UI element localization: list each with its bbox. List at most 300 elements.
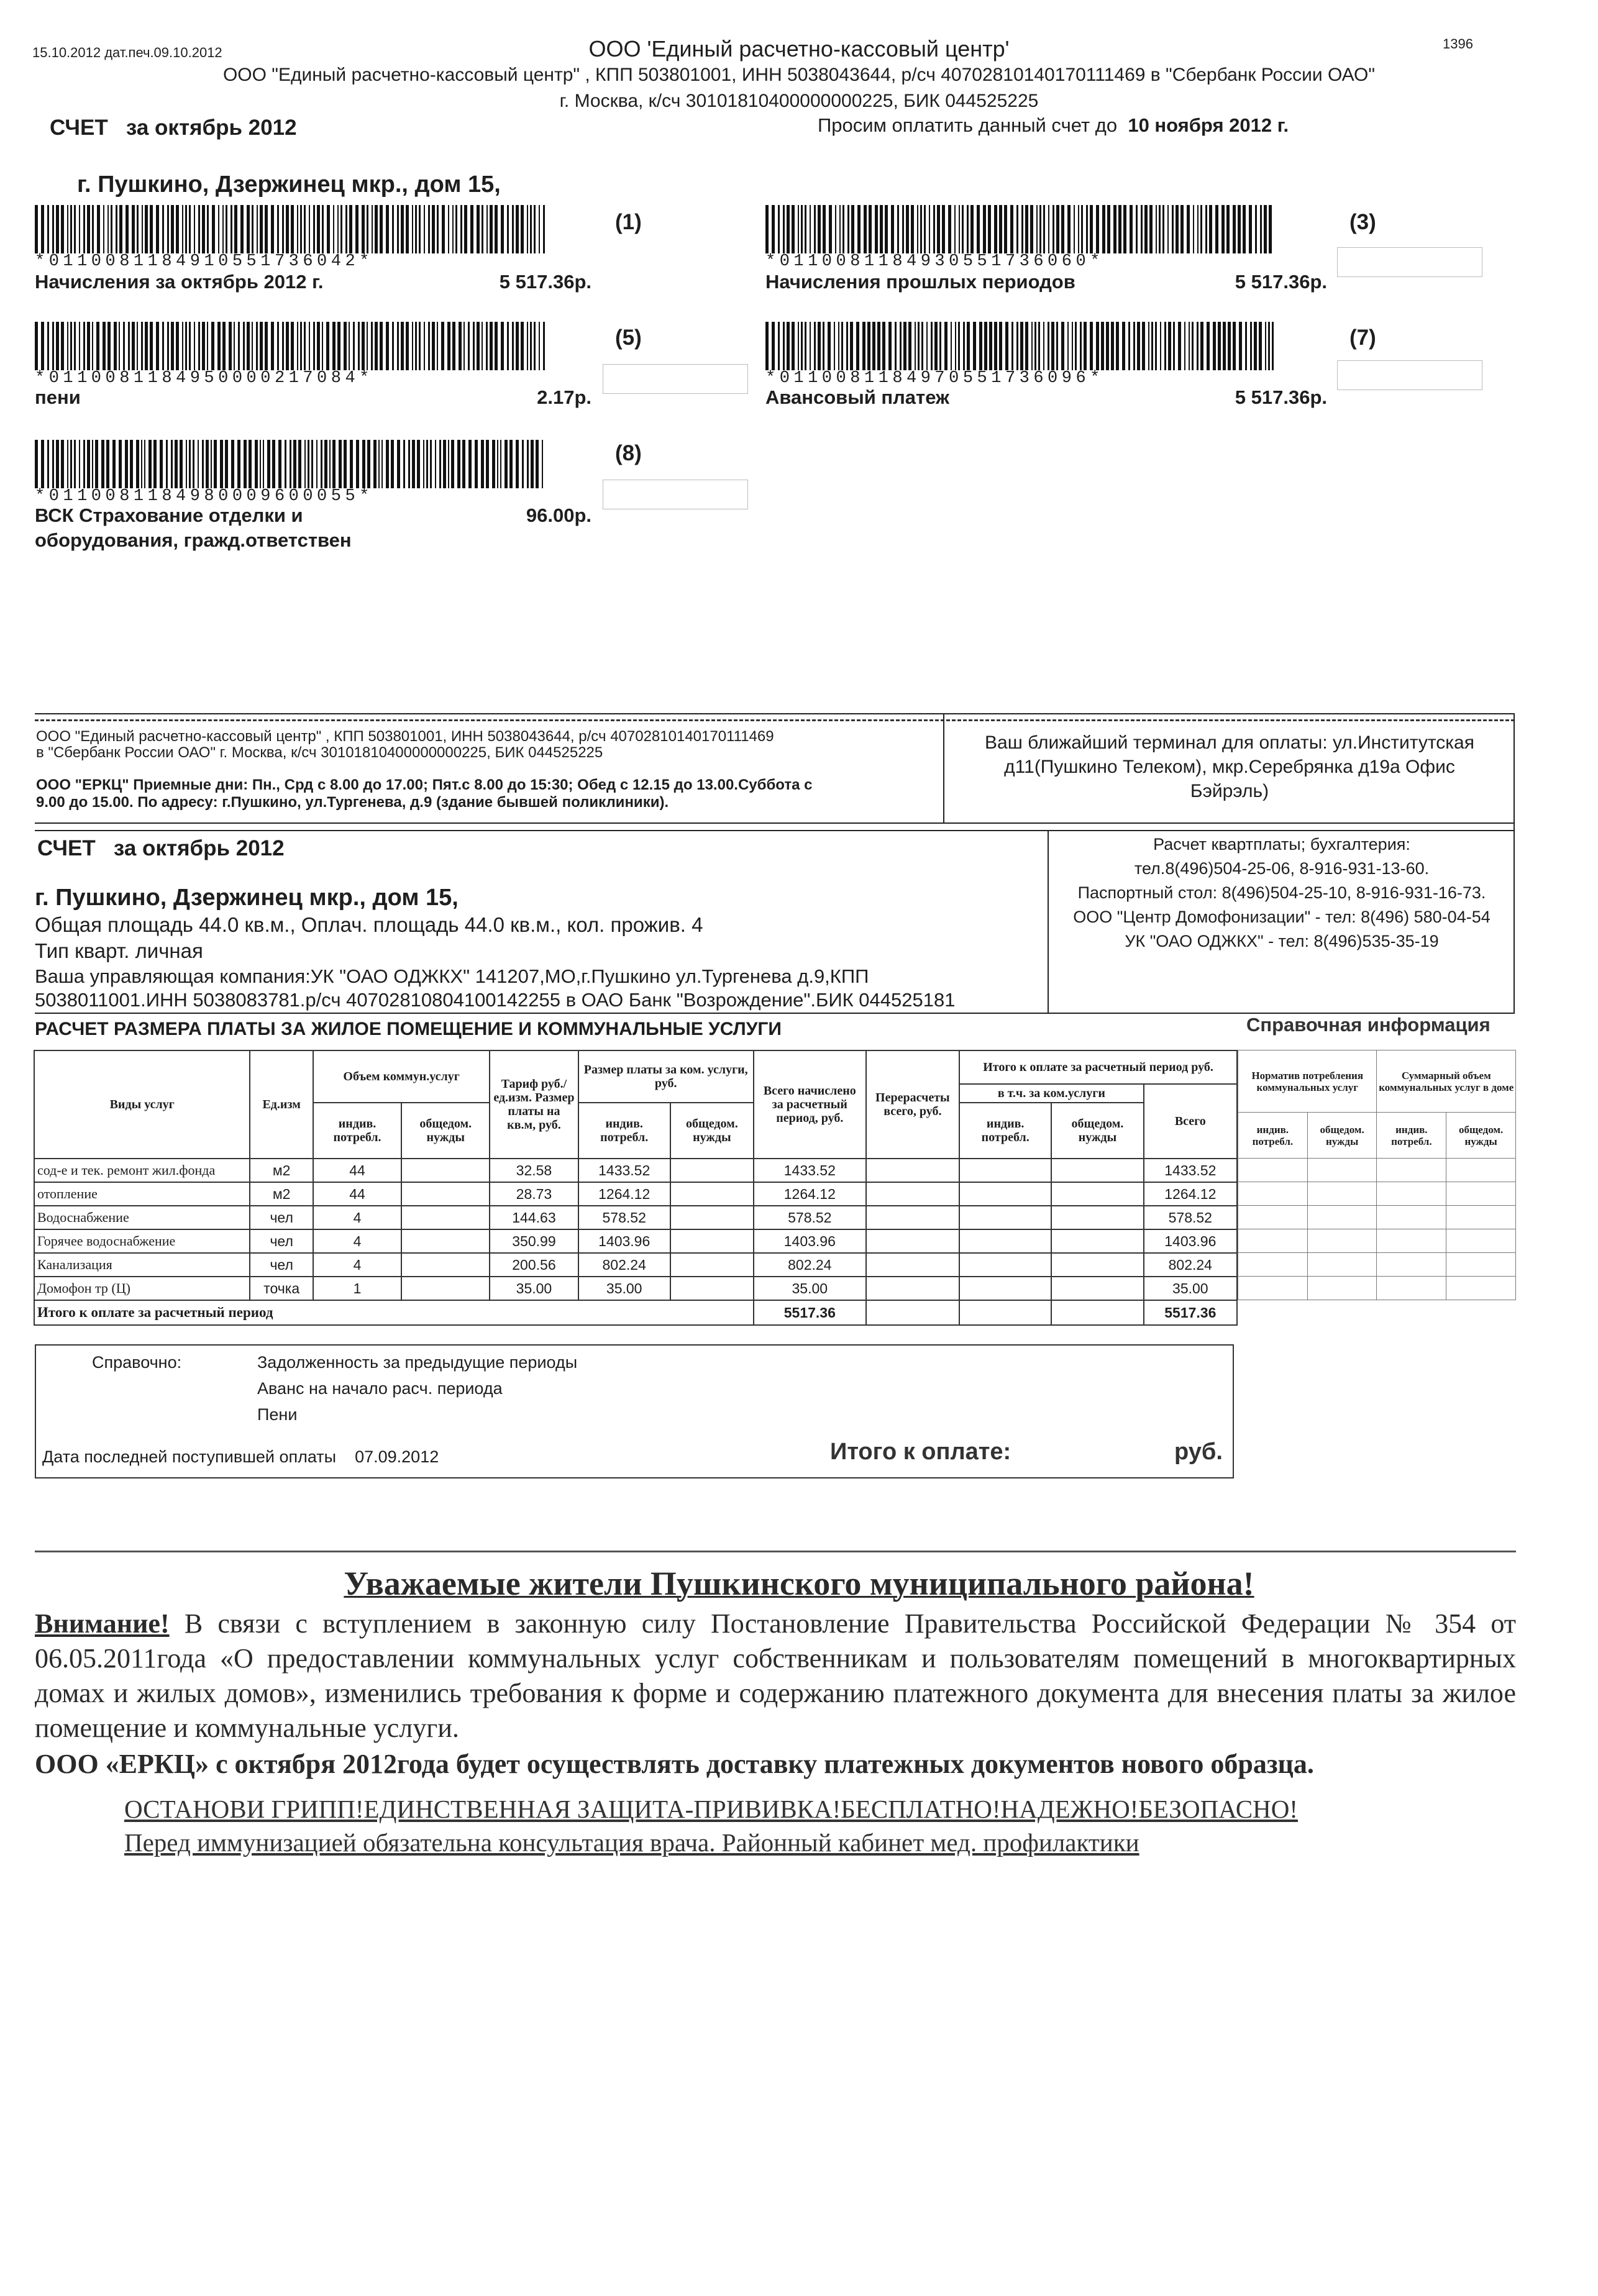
barcode-bar <box>958 322 960 370</box>
barcode-bar <box>1172 205 1174 253</box>
barcode-bar <box>145 322 148 370</box>
barcode-bar <box>507 205 509 253</box>
barcode-bar <box>862 322 865 370</box>
barcode-bar <box>156 205 159 253</box>
barcode-bar <box>392 322 394 370</box>
barcode-bar <box>130 440 133 488</box>
barcode-bar <box>137 205 139 253</box>
barcode-label-1: Начисления за октябрь 2012 г. <box>35 271 324 293</box>
barcode-bar <box>902 205 904 253</box>
barcode-1 <box>35 205 547 253</box>
barcode-bar <box>367 205 368 253</box>
barcode-bar <box>933 205 935 253</box>
barcode-bar <box>805 205 806 253</box>
barcode-bar <box>1197 205 1198 253</box>
barcode-bar <box>1043 205 1045 253</box>
barcode-bar <box>263 440 264 488</box>
barcode-bar <box>1184 322 1185 370</box>
barcode-bar <box>272 440 275 488</box>
barcode-bar <box>96 322 99 370</box>
barcode-bar <box>415 205 417 253</box>
barcode-bar <box>220 440 223 488</box>
table-title: РАСЧЕТ РАЗМЕРА ПЛАТЫ ЗА ЖИЛОЕ ПОМЕЩЕНИЕ И КОММУНАЛЬНЫЕ УСЛУГИ <box>35 1019 782 1039</box>
announcement-body <box>35 1606 1516 1746</box>
barcode-bar <box>74 440 76 488</box>
barcode-digits-3: *0110081184930551736060* <box>765 252 1104 271</box>
barcode-bar <box>999 322 1002 370</box>
barcode-bar <box>185 205 187 253</box>
barcode-bar <box>327 205 330 253</box>
barcode-bar <box>298 440 301 488</box>
barcode-label-8: ВСК Страхование отделки и <box>35 504 303 526</box>
total-to-pay-currency: руб. <box>1174 1439 1223 1465</box>
barcode-digits-5: *0110081184950000217084* <box>35 369 373 388</box>
barcode-bar <box>412 440 415 488</box>
barcode-bar <box>810 205 811 253</box>
barcode-bar <box>144 440 145 488</box>
barcode-bar <box>231 205 232 253</box>
barcode-bar <box>1034 322 1036 370</box>
barcode-bar <box>1090 322 1093 370</box>
barcode-bar <box>35 205 38 253</box>
barcode-bar <box>448 440 449 488</box>
announcement-title: Уважаемые жители Пушкинского муниципального района! <box>344 1565 1254 1602</box>
barcode-bar <box>231 440 234 488</box>
barcode-bar <box>1189 322 1190 370</box>
barcode-bar <box>430 440 432 488</box>
barcode-bar <box>189 205 191 253</box>
barcode-bar <box>356 440 359 488</box>
barcode-bar <box>79 205 80 253</box>
barcode-bar <box>304 205 306 253</box>
barcode-bar <box>74 205 76 253</box>
barcode-bar <box>375 205 378 253</box>
barcode-bar <box>79 440 80 488</box>
barcode-bar <box>290 440 291 488</box>
barcode-bar <box>316 440 317 488</box>
barcode-bar <box>539 322 540 370</box>
barcode-bar <box>282 205 284 253</box>
th-all: Всего <box>1144 1084 1237 1159</box>
barcode-bar <box>141 322 143 370</box>
barcode-bar <box>355 205 358 253</box>
barcode-bar <box>442 205 445 253</box>
barcode-bar <box>47 440 49 488</box>
barcode-bar <box>1178 322 1181 370</box>
barcode-bar <box>373 440 377 488</box>
barcode-bar <box>1193 205 1194 253</box>
barcode-bar <box>247 205 250 253</box>
barcode-bar <box>495 205 498 253</box>
barcode-bar <box>126 205 129 253</box>
barcode-bar <box>249 440 252 488</box>
barcode-bar <box>801 205 803 253</box>
account-invoice: СЧЕТ за октябрь 2012 <box>37 836 285 860</box>
barcode-box-5 <box>603 364 748 394</box>
barcode-bar <box>252 322 253 370</box>
barcode-bar <box>61 205 64 253</box>
barcode-bar <box>475 440 478 488</box>
barcode-bar <box>437 205 439 253</box>
barcode-bar <box>1218 322 1221 370</box>
barcode-bar <box>260 322 263 370</box>
barcode-bar <box>482 322 483 370</box>
barcode-bar <box>973 322 976 370</box>
barcode-bar <box>1090 205 1093 253</box>
barcode-bar <box>1043 322 1044 370</box>
barcode-bar <box>984 322 987 370</box>
barcode-bar <box>1180 205 1184 253</box>
barcode-bar <box>217 322 221 370</box>
table-row: Водоснабжение чел 4 144.63 578.52 578.52 578.52 <box>34 1206 1237 1229</box>
table-row: отопление м2 44 28.73 1264.12 1264.12 1264.12 <box>34 1182 1237 1206</box>
notice-requisites-1: ООО "Единый расчетно-кассовый центр" , КПП 503801001, ИНН 5038043644, р/сч 40702810140170111469 <box>36 728 774 745</box>
barcode-bar <box>439 440 441 488</box>
barcode-bar <box>52 205 54 253</box>
barcode-bar <box>408 440 410 488</box>
barcode-bar <box>443 440 446 488</box>
barcode-bar <box>962 205 964 253</box>
attention-label: Внимание! <box>35 1608 170 1639</box>
barcode-bar <box>542 440 543 488</box>
barcode-bar <box>317 205 320 253</box>
barcode-bar <box>337 322 340 370</box>
barcode-bar <box>885 205 888 253</box>
barcode-bar <box>516 205 519 253</box>
announcement-bold-line: ООО «ЕРКЦ» с октября 2012года будет осуществлять доставку платежных документов нового образца. <box>35 1749 1314 1779</box>
barcode-bar <box>1101 322 1104 370</box>
barcode-bar <box>386 205 389 253</box>
barcode-bar <box>920 205 922 253</box>
ref-penalty: Пени <box>257 1405 298 1424</box>
announcement-separator <box>35 1551 1516 1552</box>
barcode-bar <box>1096 205 1099 253</box>
barcode-bar <box>432 205 435 253</box>
barcode-bar <box>293 440 296 488</box>
barcode-bar <box>324 440 327 488</box>
barcode-bar <box>1265 322 1266 370</box>
company-title: ООО 'Единый расчетно-кассовый центр' <box>588 36 1010 62</box>
barcode-bar <box>1052 205 1054 253</box>
th-volume: Объем коммун.услуг <box>313 1050 490 1103</box>
barcode-bar <box>543 205 545 253</box>
barcode-label-3: Начисления прошлых периодов <box>765 271 1075 293</box>
barcode-bar <box>304 440 306 488</box>
barcode-bar <box>162 322 164 370</box>
address-header: г. Пушкино, Дзержинец мкр., дом 15, <box>77 171 501 198</box>
barcode-bar <box>267 440 270 488</box>
barcode-bar <box>141 440 142 488</box>
barcode-bar <box>41 440 44 488</box>
barcode-bar <box>198 205 200 253</box>
barcode-7 <box>765 322 1277 370</box>
barcode-bar <box>412 205 413 253</box>
barcode-bar <box>47 322 49 370</box>
barcode-bar <box>286 205 289 253</box>
barcode-bar <box>103 322 106 370</box>
barcode-bar <box>527 440 529 488</box>
barcode-bar <box>202 205 205 253</box>
barcode-bar <box>349 205 352 253</box>
th-total-charged: Всего начислено за расчетный период, руб. <box>754 1050 866 1159</box>
barcode-bar <box>516 440 519 488</box>
barcode-bar <box>202 322 205 370</box>
barcode-bar <box>839 205 841 253</box>
barcode-bar <box>1116 322 1119 370</box>
barcode-bar <box>1036 205 1038 253</box>
barcode-bar <box>447 322 450 370</box>
barcode-bar <box>539 205 540 253</box>
barcode-bar <box>477 205 480 253</box>
barcode-bar <box>527 322 528 370</box>
account-address: г. Пушкино, Дзержинец мкр., дом 15, <box>35 885 459 911</box>
barcode-bar <box>829 205 832 253</box>
barcode-bar <box>70 205 72 253</box>
barcode-bar <box>1072 322 1073 370</box>
barcode-bar <box>415 322 417 370</box>
barcode-bar <box>67 205 68 253</box>
barcode-amount-8: 96.00р. <box>526 504 591 526</box>
barcode-bar <box>237 440 240 488</box>
barcode-bar <box>823 205 826 253</box>
notice-bottom-border <box>35 822 1515 824</box>
barcode-bar <box>309 322 310 370</box>
barcode-bar <box>52 322 54 370</box>
requisites-line1: ООО "Единый расчетно-кассовый центр" , КПП 503801001, ИНН 5038043644, р/сч 40702810140170111469 в "Сбербанк России ОАО" <box>222 65 1376 85</box>
barcode-bar <box>1020 322 1023 370</box>
barcode-bar <box>473 322 475 370</box>
barcode-bar <box>1254 322 1257 370</box>
table-row: Канализация чел 4 200.56 802.24 802.24 802.24 <box>34 1253 1237 1277</box>
barcode-bar <box>136 440 139 488</box>
notice-office-1: ООО "ЕРКЦ" Приемные дни: Пн., Срд с 8.00 до 17.00; Пят.с 8.00 до 15:30; Обед с 12.15 до 13.00.Суббота с <box>36 777 813 793</box>
barcode-bar <box>350 440 353 488</box>
barcode-bar <box>1233 322 1236 370</box>
barcode-bar <box>1136 205 1138 253</box>
barcode-bar <box>160 440 163 488</box>
barcode-bar <box>424 322 425 370</box>
barcode-bar <box>497 440 498 488</box>
barcode-bar <box>1048 322 1049 370</box>
barcode-bar <box>1074 205 1075 253</box>
barcode-bar <box>875 205 878 253</box>
barcode-bar <box>291 322 294 370</box>
barcode-bar <box>211 322 214 370</box>
barcode-bar <box>397 322 399 370</box>
barcode-bar <box>1269 205 1272 253</box>
barcode-bar <box>931 322 933 370</box>
barcode-bar <box>87 440 90 488</box>
barcode-bar <box>41 205 44 253</box>
barcode-bar <box>486 205 488 253</box>
th-recalc: Перерасчеты всего, руб. <box>866 1050 959 1159</box>
barcode-bar <box>167 205 169 253</box>
barcode-bar <box>211 440 212 488</box>
barcode-bar <box>818 322 821 370</box>
barcode-bar <box>311 440 313 488</box>
invoice-label: СЧЕТ за октябрь 2012 <box>50 116 297 140</box>
th-unit: Ед.изм <box>250 1050 313 1159</box>
barcode-bar <box>417 440 420 488</box>
barcode-bar <box>765 205 769 253</box>
account-company-2: 5038011001.ИНН 5038083781.р/сч 40702810804100142255 в ОАО Банк "Возрождение".БИК 044525181 <box>35 989 956 1011</box>
barcode-bar <box>1162 205 1164 253</box>
total-to-pay-label: Итого к оплате: <box>830 1439 1011 1465</box>
barcode-bar <box>375 322 378 370</box>
barcode-bar <box>835 205 836 253</box>
barcode-bar <box>137 322 138 370</box>
barcode-bar <box>171 322 174 370</box>
barcode-bar <box>70 322 72 370</box>
barcode-bar <box>1096 322 1099 370</box>
barcode-bar <box>1164 322 1166 370</box>
barcode-bar <box>1167 205 1169 253</box>
barcode-bar <box>378 440 380 488</box>
barcode-number-3: (3) <box>1349 210 1376 234</box>
barcode-bar <box>333 205 334 253</box>
barcode-bar <box>317 322 320 370</box>
reference-title: Справочная информация <box>1246 1014 1491 1036</box>
barcode-bar <box>1168 322 1171 370</box>
barcode-bar <box>954 205 956 253</box>
barcode-number-1: (1) <box>615 210 642 234</box>
barcode-bar <box>432 322 435 370</box>
barcode-bar <box>877 322 880 370</box>
barcode-bar <box>772 205 775 253</box>
barcode-bar <box>87 205 90 253</box>
barcode-bar <box>1187 205 1190 253</box>
barcode-bar <box>255 440 258 488</box>
barcode-bar <box>530 322 532 370</box>
barcode-bar <box>522 440 524 488</box>
barcode-bar <box>256 322 258 370</box>
barcode-bar <box>83 440 85 488</box>
barcode-bar <box>1226 205 1230 253</box>
barcode-bar <box>74 322 76 370</box>
th-incl-comm: в т.ч. за ком.услуги <box>959 1084 1144 1103</box>
barcode-bar <box>867 322 870 370</box>
notice-requisites-2: в "Сбербанк России ОАО" г. Москва, к/сч 30101810400000000225, БИК 044525225 <box>36 744 603 761</box>
barcode-bar <box>286 322 289 370</box>
barcode-bar <box>1067 205 1071 253</box>
barcode-bar <box>291 205 294 253</box>
barcode-bar <box>1156 205 1157 253</box>
barcode-bar <box>1151 322 1153 370</box>
table-row: сод-е и тек. ремонт жил.фонда м2 44 32.58 1433.52 1433.52 1433.52 <box>34 1159 1237 1182</box>
barcode-bar <box>1192 322 1194 370</box>
barcode-bar <box>175 440 178 488</box>
barcode-bar <box>462 440 465 488</box>
barcode-bar <box>297 322 298 370</box>
barcode-bar <box>300 322 302 370</box>
th-pay2-ind: индив. потребл. <box>959 1103 1051 1159</box>
barcode-bar <box>271 322 274 370</box>
barcode-bar <box>1272 322 1274 370</box>
barcode-bar <box>1221 205 1225 253</box>
barcode-bar <box>1056 322 1058 370</box>
barcode-bar <box>194 205 195 253</box>
barcode-bar <box>70 440 72 488</box>
barcode-bar <box>1245 322 1247 370</box>
barcode-bar <box>1200 322 1203 370</box>
barcode-bar <box>92 440 93 488</box>
barcode-bar <box>1010 205 1013 253</box>
barcode-bar <box>435 440 436 488</box>
barcode-bar <box>193 440 194 488</box>
barcode-8 <box>35 440 547 488</box>
barcode-bar <box>142 205 143 253</box>
barcode-bar <box>917 205 918 253</box>
barcode-bar <box>167 322 169 370</box>
barcode-bar <box>838 322 839 370</box>
barcode-digits-7: *0110081184970551736096* <box>765 369 1104 388</box>
barcode-bar <box>1264 205 1267 253</box>
barcode-bar <box>1061 322 1064 370</box>
barcode-bar <box>531 440 534 488</box>
barcode-bar <box>367 440 370 488</box>
barcode-bar <box>277 322 279 370</box>
barcode-bar <box>948 205 951 253</box>
barcode-bar <box>153 440 157 488</box>
th-vol-common: общедом. нужды <box>401 1103 490 1159</box>
barcode-bar <box>52 440 54 488</box>
barcode-bar <box>942 205 945 253</box>
barcode-bar <box>198 322 200 370</box>
barcode-bar <box>1249 205 1252 253</box>
barcode-bar <box>921 322 923 370</box>
th-pay-size: Размер платы за ком. услуги, руб. <box>578 1050 754 1103</box>
barcode-bar <box>801 322 803 370</box>
barcode-bar <box>297 205 298 253</box>
barcode-bar <box>238 322 240 370</box>
barcode-bar <box>1061 205 1064 253</box>
barcode-bar <box>260 205 263 253</box>
barcode-bar <box>505 440 508 488</box>
barcode-bar <box>900 322 902 370</box>
barcode-bar <box>225 440 228 488</box>
barcode-bar <box>1238 205 1241 253</box>
barcode-bar <box>939 322 941 370</box>
barcode-bar <box>391 440 394 488</box>
cut-line <box>35 719 1515 721</box>
barcode-bar <box>83 205 85 253</box>
account-company-1: Ваша управляющая компания:УК "ОАО ОДЖКХ" 141207,МО,г.Пушкино ул.Тургенева д.9,КПП <box>35 965 869 987</box>
table-row: Горячее водоснабжение чел 4 350.99 1403.96 1403.96 1403.96 <box>34 1229 1237 1253</box>
barcode-bar <box>189 440 191 488</box>
barcode-bar <box>426 440 428 488</box>
barcode-bar <box>850 322 853 370</box>
barcode-bar <box>329 440 331 488</box>
barcode-bar <box>1160 322 1161 370</box>
barcode-bar <box>1128 322 1130 370</box>
barcode-bar <box>339 440 342 488</box>
barcode-bar <box>218 205 219 253</box>
barcode-bar <box>872 322 875 370</box>
barcode-bar <box>994 205 997 253</box>
account-apt-type: Тип кварт. личная <box>35 939 203 962</box>
barcode-bar <box>300 205 302 253</box>
barcode-bar <box>35 440 38 488</box>
barcode-bar <box>818 205 821 253</box>
barcode-bar <box>322 205 324 253</box>
barcode-bar <box>1025 205 1028 253</box>
barcode-bar <box>1176 205 1179 253</box>
barcode-bar <box>490 205 493 253</box>
barcode-bar <box>214 440 217 488</box>
barcode-bar <box>460 205 462 253</box>
barcode-bar <box>386 440 389 488</box>
barcode-bar <box>47 205 49 253</box>
